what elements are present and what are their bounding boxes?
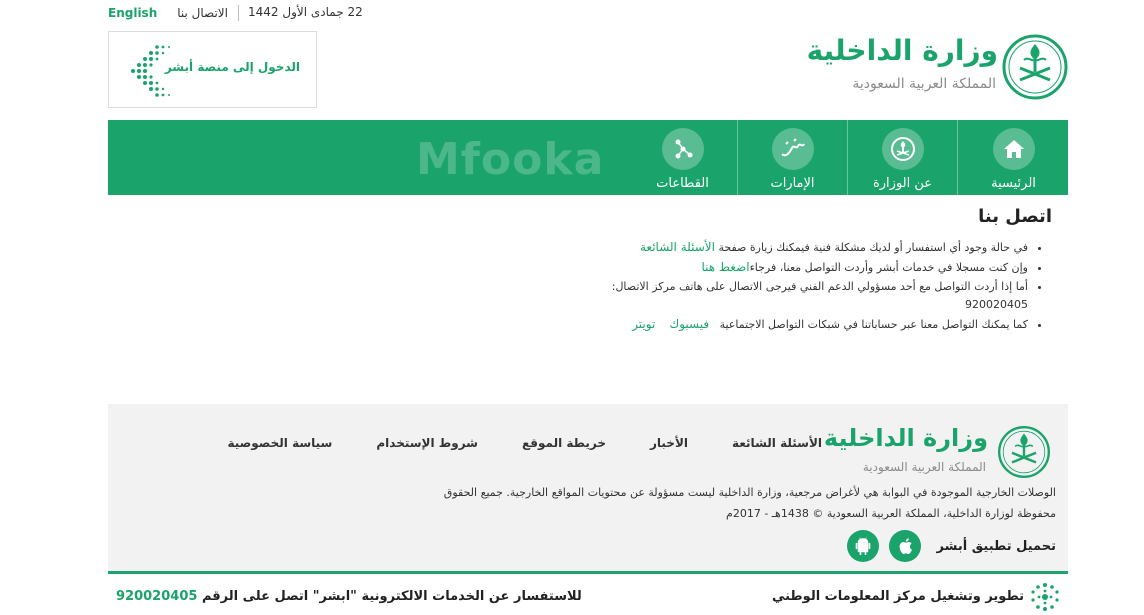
- item-text: كما يمكنك التواصل معنا عبر حساباتنا في شبكات التواصل الاجتماعية: [719, 318, 1028, 331]
- nav-item-label: عن الوزارة: [872, 176, 933, 191]
- item-text: أما إذا أردت التواصل مع أحد مسؤولي الدعم الفني فيرجى الاتصال على هاتف مركز الاتصال:: [611, 280, 1028, 293]
- bottom-divider: [108, 571, 1068, 574]
- app-download-label: تحميل تطبيق أبشر: [936, 538, 1056, 554]
- footer-links: [228, 436, 823, 450]
- ministry-name: وزارة الداخلية: [806, 34, 998, 67]
- inquiry-text: [116, 589, 582, 604]
- main-nav: [108, 120, 1068, 195]
- divider: [238, 5, 239, 21]
- nav-item-label: الإمارات: [770, 176, 815, 191]
- apple-icon: [897, 537, 913, 555]
- nav-item-emirates[interactable]: [738, 120, 847, 195]
- nav-divider: [957, 120, 958, 195]
- faq-footer-link[interactable]: الأسئلة الشائعة: [732, 436, 822, 450]
- top-bar: [108, 4, 249, 22]
- copyright-line: محفوظة لوزارة الداخلية، المملكة العربية السعودية © 1438هـ - 2017م: [726, 507, 1056, 520]
- nav-divider: [737, 120, 738, 195]
- absher-login-banner[interactable]: [108, 31, 317, 108]
- support-phone: 920020405: [965, 298, 1028, 311]
- nav-item-home[interactable]: [959, 120, 1068, 195]
- nav-item-about[interactable]: [848, 120, 957, 195]
- item-text: في حالة وجود أي استفسار أو لديك مشكلة فنية فيمكنك زيارة صفحة: [714, 241, 1028, 254]
- developer-credit: تطوير وتشغيل مركز المعلومات الوطني: [771, 589, 1024, 604]
- emblem-icon: [882, 128, 924, 170]
- contact-content: [584, 238, 1044, 335]
- footer-ministry-name: وزارة الداخلية: [823, 424, 988, 452]
- item-text: وإن كنت مسجلا في خدمات أبشر وأردت التواصل معنا، فرجاء: [749, 261, 1028, 274]
- nic-logo-icon: [1030, 582, 1060, 612]
- hijri-date: 22 جمادى الأول 1442: [248, 5, 363, 19]
- privacy-policy-link[interactable]: سياسة الخصوصية: [227, 436, 333, 450]
- inquiry-number: 920020405: [116, 589, 198, 604]
- site-map-link[interactable]: خريطة الموقع: [521, 436, 606, 450]
- calligraphy-icon: [772, 128, 814, 170]
- home-icon: [993, 128, 1035, 170]
- nav-item-label: القطاعات: [656, 176, 709, 191]
- saudi-emblem-icon: [1002, 32, 1068, 102]
- click-here-link[interactable]: اضغط هنا: [701, 260, 750, 274]
- nav-item-sectors[interactable]: [628, 120, 737, 195]
- nav-divider: [847, 120, 848, 195]
- list-item: [584, 315, 1028, 334]
- disclaimer-line: الوصلات الخارجية الموجودة في البوابة هي لأغراض مرجعية، وزارة الداخلية ليست مسؤولة عن محتويات المواقع الخارجية. جميع الحقوق: [443, 486, 1056, 499]
- footer-ministry-country: المملكة العربية السعودية: [862, 460, 986, 474]
- page-title: اتصل بنا: [978, 206, 1052, 227]
- nav-item-label: الرئيسية: [991, 176, 1036, 191]
- android-icon: [855, 537, 871, 555]
- inquiry-label: للاستفسار عن الخدمات الالكترونية "ابشر" اتصل على الرقم: [201, 589, 582, 604]
- footer-disclaimer: [336, 482, 1056, 524]
- list-item: [584, 238, 1028, 257]
- apple-store-button[interactable]: [889, 530, 921, 562]
- faq-link[interactable]: الأسئلة الشائعة: [639, 240, 715, 254]
- google-play-button[interactable]: [847, 530, 879, 562]
- app-download: [847, 530, 1056, 562]
- twitter-link[interactable]: تويتر: [632, 317, 656, 331]
- network-icon: [662, 128, 704, 170]
- footer: [108, 404, 1068, 572]
- footer-ministry-logo[interactable]: [823, 424, 1052, 480]
- contact-list: [584, 238, 1044, 334]
- english-link[interactable]: English: [108, 6, 158, 20]
- contact-link[interactable]: الاتصال بنا: [177, 6, 228, 20]
- absher-login-label: الدخول إلى منصة أبشر: [164, 60, 300, 74]
- facebook-link[interactable]: فيسبوك: [669, 317, 710, 331]
- terms-of-use-link[interactable]: شروط الإستخدام: [376, 436, 478, 450]
- news-link[interactable]: الأخبار: [649, 436, 688, 450]
- list-item: [584, 258, 1028, 277]
- saudi-emblem-icon: [996, 424, 1052, 480]
- ministry-logo[interactable]: [806, 30, 1068, 104]
- list-item: [584, 278, 1028, 314]
- ministry-country: المملكة العربية السعودية: [852, 76, 996, 92]
- watermark-text: Mfooka: [416, 134, 605, 185]
